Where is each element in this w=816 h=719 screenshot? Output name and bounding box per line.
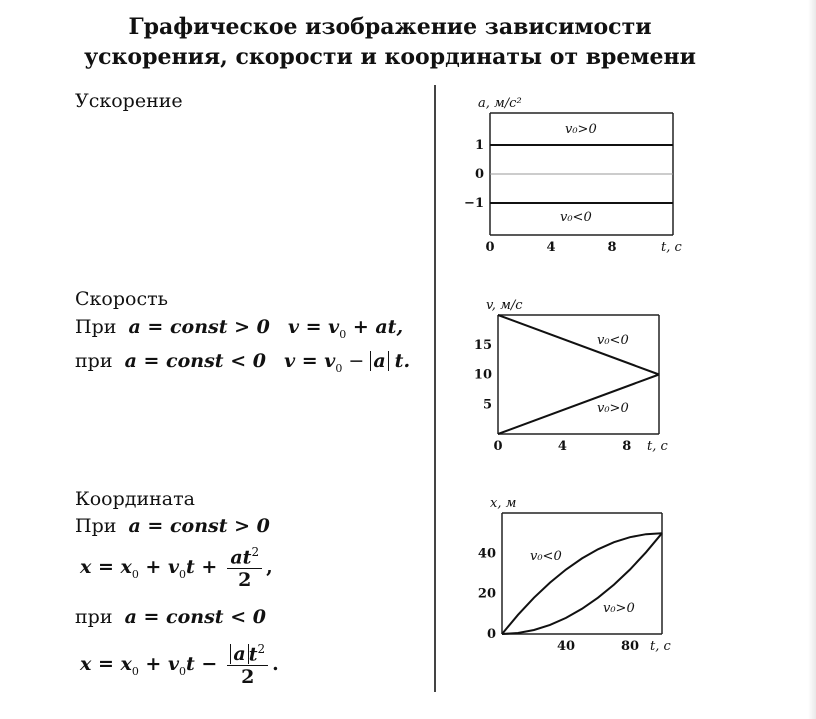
- coordinate-f1-mid: + v: [138, 556, 180, 579]
- chart-1-series-0: [498, 315, 659, 375]
- chart-2-series-1: [502, 533, 662, 634]
- coordinate-f1-denominator: 2: [238, 569, 252, 592]
- velocity-case1-formula-b: + at,: [346, 316, 404, 338]
- chart-0-ytick-0: 1: [474, 137, 484, 153]
- coordinate-f2-abs-a: a: [233, 643, 246, 666]
- chart-2-xtick-0: 40: [556, 639, 576, 654]
- coordinate-f2-mid: + v: [138, 653, 180, 676]
- velocity-case2-condition: a = const < 0: [124, 350, 266, 372]
- chart-1-ytick-2: 5: [482, 397, 492, 413]
- velocity-case2-sub: 0: [335, 361, 343, 375]
- velocity-case1-formula-a: v = v: [287, 316, 340, 338]
- velocity-case1-prefix: При: [75, 316, 117, 338]
- velocity-case1-condition: a = const > 0: [128, 316, 270, 338]
- coordinate-f2-numerator-sup: 2: [257, 642, 266, 656]
- chart-1-ytick-1: 10: [473, 367, 492, 383]
- chart-0-xtick-0: 0: [485, 240, 495, 255]
- velocity-case2-prefix: при: [75, 350, 113, 372]
- chart-2-ytick-2: 40: [477, 546, 496, 562]
- chart-1-xlabel: t, c: [647, 439, 668, 454]
- chart-0-xtick-1: 4: [546, 240, 556, 255]
- chart-1-xtick-1: 4: [557, 439, 567, 454]
- chart-1-annotation-1: v₀>0: [597, 401, 629, 416]
- coordinate-f1-sub-x: 0: [131, 567, 139, 581]
- chart-2-ytick-0: 0: [486, 627, 496, 642]
- title-line-2: ускорения, скорости и координаты от времени: [84, 44, 696, 70]
- coordinate-f2-numerator-t: t: [248, 643, 258, 666]
- coordinate-case2-prefix: при: [75, 606, 113, 628]
- chart-0-xlabel: t, c: [661, 240, 682, 255]
- coordinate-f1-sub-v: 0: [179, 567, 187, 581]
- chart-2-ylabel: x, м: [490, 496, 517, 511]
- chart-1-annotation-0: v₀<0: [597, 333, 629, 348]
- coordinate-f1-numerator: at: [230, 546, 252, 569]
- velocity-case2-formula-c: t.: [394, 350, 411, 372]
- chart-2-annotation-1: v₀>0: [603, 601, 635, 616]
- coordinate-f2-end: .: [272, 653, 279, 676]
- chart-1-series-1: [498, 375, 659, 435]
- chart-0-annotation-1: v₀<0: [560, 210, 592, 225]
- heading-velocity: Скорость: [75, 288, 168, 310]
- chart-1-xtick-0: 0: [493, 439, 503, 454]
- chart-0-ylabel: a, м/с²: [478, 96, 522, 111]
- chart-2-annotation-0: v₀<0: [530, 549, 562, 564]
- heading-coordinate: Координата: [75, 488, 195, 510]
- coordinate-f1-t: t +: [186, 556, 218, 579]
- heading-acceleration: Ускорение: [75, 90, 183, 112]
- chart-0-ytick-1: 0: [474, 167, 484, 182]
- coordinate-f1-numerator-sup: 2: [251, 545, 260, 559]
- chart-0-ytick-2: −1: [464, 196, 484, 212]
- chart-1-ytick-0: 15: [473, 337, 492, 353]
- coordinate-f2-sub-x: 0: [131, 664, 139, 678]
- coordinate-case1-prefix: При: [75, 515, 117, 537]
- chart-0-annotation-0: v₀>0: [565, 122, 597, 137]
- chart-2-ytick-1: 20: [477, 586, 496, 602]
- coordinate-f2-denominator: 2: [241, 666, 255, 689]
- coordinate-f2-lhs: x = x: [80, 653, 132, 676]
- coordinate-f1-lhs: x = x: [80, 556, 132, 579]
- title-line-1: Графическое изображение зависимости: [128, 14, 652, 40]
- chart-1-xtick-2: 8: [622, 439, 632, 454]
- coordinate-case2-condition: a = const < 0: [124, 606, 266, 628]
- velocity-case2-abs-a: a: [373, 350, 386, 372]
- chart-0-xtick-2: 8: [607, 240, 617, 255]
- velocity-case2-formula-a: v = v: [284, 350, 336, 372]
- chart-2-series-0: [502, 533, 662, 634]
- velocity-case1-sub: 0: [339, 327, 347, 341]
- coordinate-f2-t: t −: [186, 653, 218, 676]
- coordinate-f2-sub-v: 0: [179, 664, 187, 678]
- chart-1-ylabel: v, м/с: [486, 298, 523, 313]
- velocity-case2-minus: −: [342, 350, 371, 372]
- chart-2-xtick-1: 80: [620, 639, 640, 654]
- chart-2-xlabel: t, c: [650, 639, 671, 654]
- coordinate-case1-condition: a = const > 0: [128, 515, 270, 537]
- coordinate-f1-end: ,: [266, 556, 273, 579]
